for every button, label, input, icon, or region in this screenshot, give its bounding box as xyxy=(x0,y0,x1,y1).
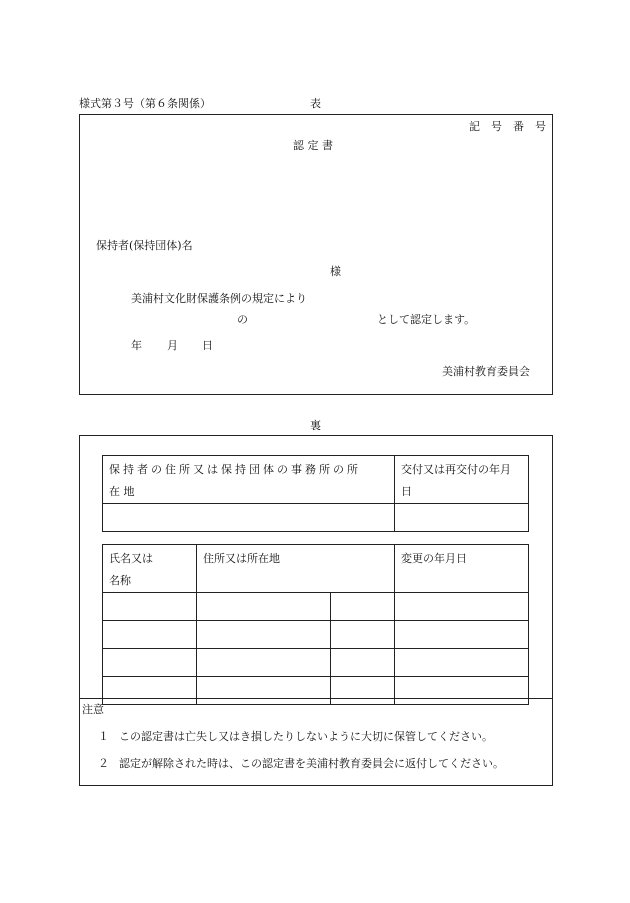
certification-text-no: の xyxy=(237,313,248,326)
location-extra-cell[interactable] xyxy=(331,593,395,621)
location-cell[interactable] xyxy=(197,621,331,649)
change-date-cell[interactable] xyxy=(395,649,529,677)
note-2-number: ２ xyxy=(98,757,109,770)
note-1-number: １ xyxy=(98,730,109,743)
location-extra-cell[interactable] xyxy=(331,649,395,677)
record-number-label: 記 号 番 号 xyxy=(469,120,546,133)
change-date-cell[interactable] xyxy=(395,621,529,649)
certification-text-line2: として認定します。 xyxy=(377,313,476,326)
certificate-front-box xyxy=(79,114,553,395)
table-row xyxy=(103,593,529,621)
change-date-cell[interactable] xyxy=(395,677,529,705)
name-header-line2: 名称 xyxy=(109,574,131,587)
front-side-label: 表 xyxy=(310,97,321,110)
issue-date-header-cell xyxy=(395,456,529,504)
name-header-cell xyxy=(103,545,197,593)
table-row xyxy=(103,677,529,705)
location-header-label: 住所又は所在地 xyxy=(203,552,280,565)
holder-address-table xyxy=(102,455,529,532)
issue-date-value-cell[interactable] xyxy=(395,504,529,532)
table-row xyxy=(103,621,529,649)
name-cell[interactable] xyxy=(103,649,197,677)
note-1-text: この認定書は亡失し又はき損したりしないように大切に保管してください。 xyxy=(119,730,493,743)
change-date-header-cell xyxy=(395,545,529,593)
date-year-label: 年 xyxy=(131,339,142,352)
location-cell[interactable] xyxy=(197,677,331,705)
location-header-cell xyxy=(197,545,395,593)
form-number: 様式第３号（第６条関係） xyxy=(79,97,211,110)
change-record-table xyxy=(102,544,529,705)
table-row xyxy=(103,649,529,677)
address-header-line2: 在 地 xyxy=(109,485,135,498)
name-cell[interactable] xyxy=(103,593,197,621)
location-extra-cell[interactable] xyxy=(331,677,395,705)
note-2-text: 認定が解除された時は、この認定書を美浦村教育委員会に返付してください。 xyxy=(119,757,504,770)
name-cell[interactable] xyxy=(103,677,197,705)
name-header-line1: 氏名又は xyxy=(109,552,153,565)
change-date-cell[interactable] xyxy=(395,593,529,621)
holder-name-label: 保持者(保持団体)名 xyxy=(96,239,193,252)
certificate-title: 認 定 書 xyxy=(293,139,333,152)
certification-text-line1: 美浦村文化財保護条例の規定により xyxy=(131,292,307,305)
date-day-label: 日 xyxy=(202,339,213,352)
location-extra-cell[interactable] xyxy=(331,621,395,649)
location-cell[interactable] xyxy=(197,593,331,621)
name-cell[interactable] xyxy=(103,621,197,649)
notes-divider xyxy=(79,698,553,699)
issue-date-header-line2: 日 xyxy=(401,485,412,498)
notes-title: 注意 xyxy=(82,703,104,716)
change-date-header-label: 変更の年月日 xyxy=(401,552,467,565)
honorific-sama: 様 xyxy=(330,265,341,278)
address-value-cell[interactable] xyxy=(103,504,395,532)
address-header-line1: 保持者の住所又は保持団体の事務所の所 xyxy=(109,463,361,476)
issuer-name: 美浦村教育委員会 xyxy=(442,365,530,378)
address-header-cell xyxy=(103,456,395,504)
location-cell[interactable] xyxy=(197,649,331,677)
date-month-label: 月 xyxy=(167,339,178,352)
issue-date-header-line1: 交付又は再交付の年月 xyxy=(401,463,511,476)
back-side-label: 裏 xyxy=(310,419,321,432)
